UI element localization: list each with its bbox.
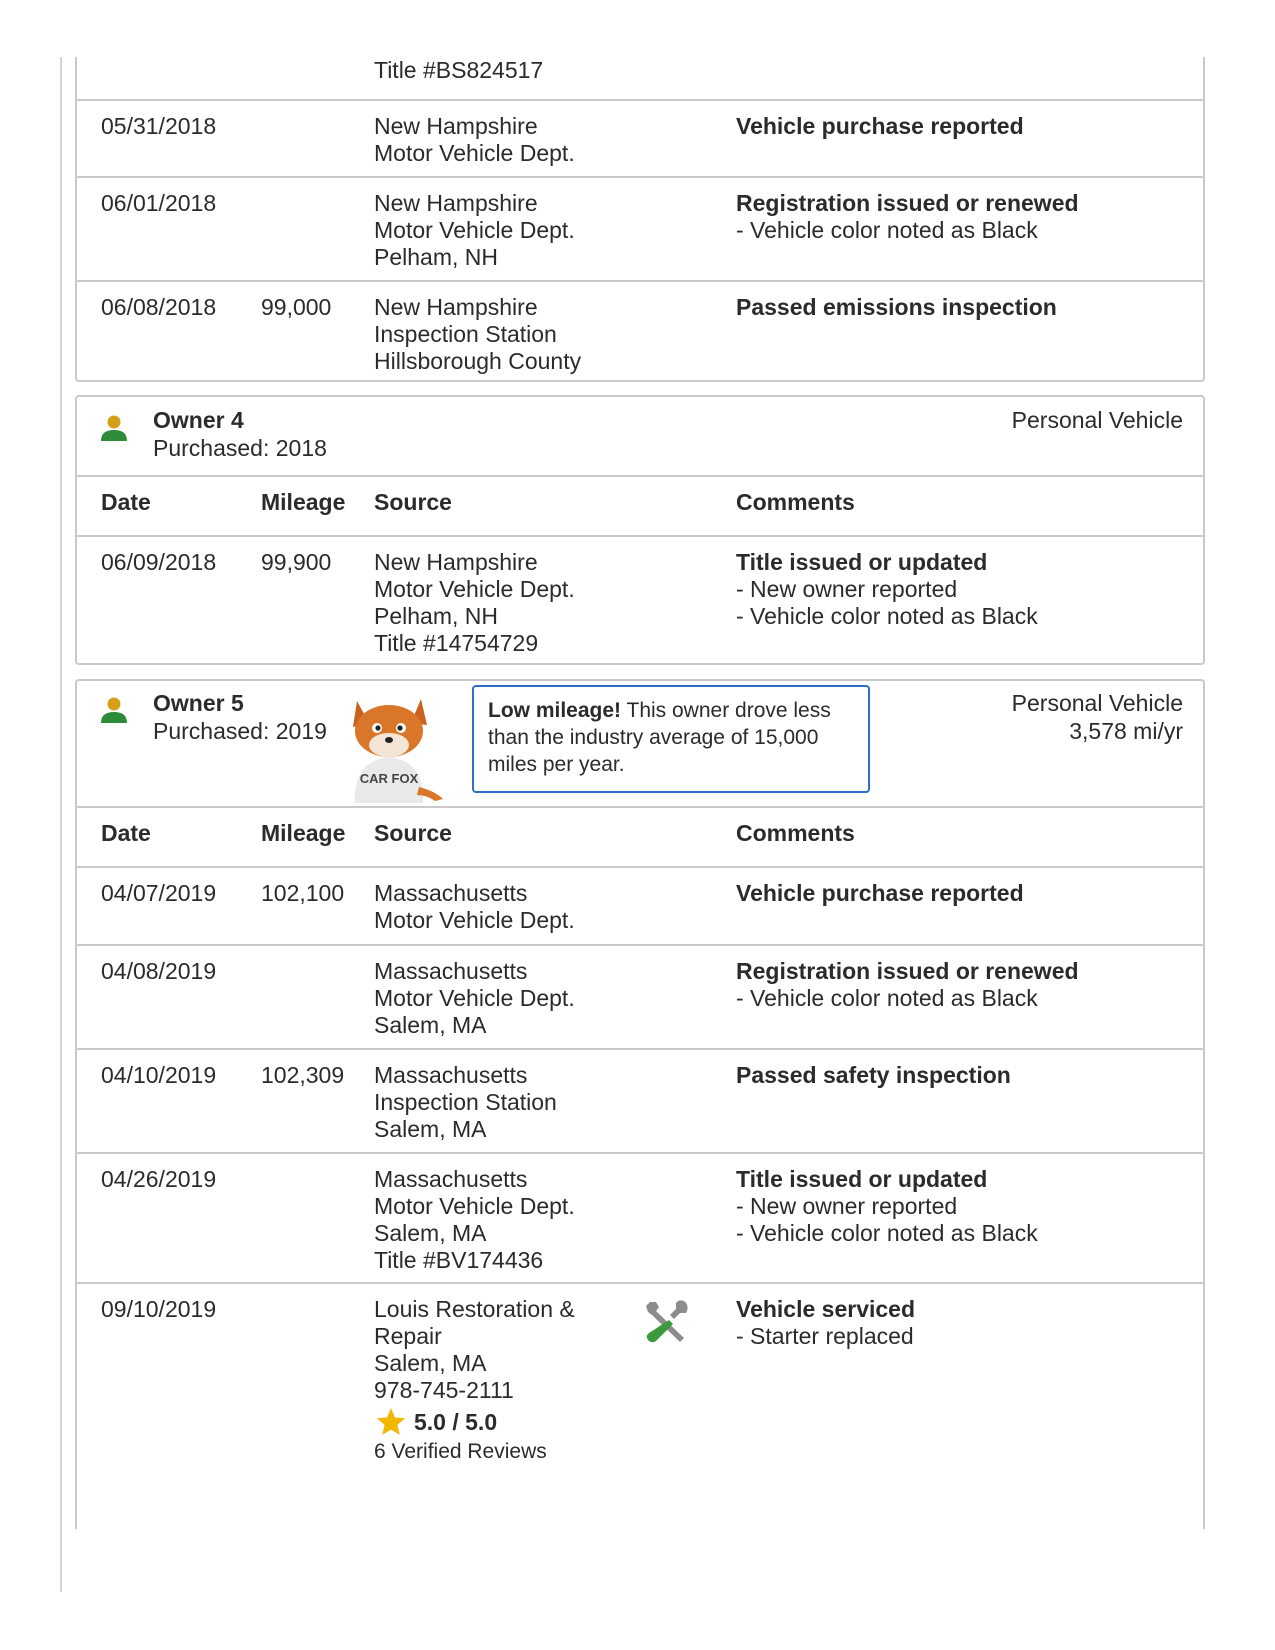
column-header-source: Source bbox=[374, 820, 452, 846]
date-cell: 06/08/2018 bbox=[101, 294, 217, 320]
comment-cell bbox=[736, 1062, 1011, 1089]
table-header-row bbox=[77, 806, 1203, 866]
source-line: Salem, MA bbox=[374, 1012, 487, 1038]
low-mileage-callout bbox=[472, 685, 870, 793]
owner4-section bbox=[75, 395, 1205, 665]
owner3-history-table bbox=[75, 57, 1205, 382]
comment-cell bbox=[736, 958, 1079, 1012]
comment-line: - Vehicle color noted as Black bbox=[736, 1220, 1038, 1246]
table-row bbox=[77, 866, 1203, 944]
owner-purchased: Purchased: 2019 bbox=[153, 718, 327, 744]
source-line: Hillsborough County bbox=[374, 348, 582, 374]
comment-cell bbox=[736, 294, 1057, 321]
mascot-shirt-text: CAR FOX bbox=[359, 771, 419, 786]
source-line: Salem, MA bbox=[374, 1116, 487, 1142]
source-cell bbox=[374, 57, 543, 84]
comment-cell bbox=[736, 1166, 1038, 1247]
source-cell bbox=[374, 958, 575, 1039]
comment-title: Passed safety inspection bbox=[736, 1062, 1011, 1088]
source-line: Title #BV174436 bbox=[374, 1247, 544, 1273]
comment-title: Title issued or updated bbox=[736, 1166, 988, 1192]
owner-vehicle-type bbox=[1012, 689, 1183, 745]
source-line: Motor Vehicle Dept. bbox=[374, 907, 575, 933]
source-line: Motor Vehicle Dept. bbox=[374, 140, 575, 166]
source-line: Massachusetts bbox=[374, 958, 528, 984]
owner-name: Owner 5 bbox=[153, 690, 244, 716]
source-line: Pelham, NH bbox=[374, 603, 498, 629]
date-cell: 04/26/2019 bbox=[101, 1166, 217, 1192]
owner-header bbox=[77, 397, 1203, 475]
callout-text: This owner drove less than the industry average of 15,000 miles per year. bbox=[488, 699, 831, 776]
source-cell bbox=[374, 113, 575, 167]
person-icon bbox=[99, 695, 129, 725]
comment-title: Vehicle serviced bbox=[736, 1296, 916, 1322]
source-line: New Hampshire bbox=[374, 294, 538, 320]
comment-line: - Vehicle color noted as Black bbox=[736, 985, 1038, 1011]
verified-reviews-link[interactable]: 6 Verified Reviews bbox=[374, 1440, 547, 1463]
source-line: Motor Vehicle Dept. bbox=[374, 985, 575, 1011]
comment-title: Registration issued or renewed bbox=[736, 958, 1079, 984]
source-cell bbox=[374, 880, 575, 934]
date-cell: 09/10/2019 bbox=[101, 1296, 217, 1322]
column-header-source: Source bbox=[374, 489, 452, 515]
owner-mileage-per-year: 3,578 mi/yr bbox=[1069, 718, 1183, 744]
table-header-row bbox=[77, 475, 1203, 535]
source-line: New Hampshire bbox=[374, 549, 538, 575]
comment-cell bbox=[736, 190, 1079, 244]
table-row bbox=[77, 1152, 1203, 1282]
source-line: Massachusetts bbox=[374, 1062, 528, 1088]
comment-title: Title issued or updated bbox=[736, 549, 988, 575]
mileage-cell: 99,000 bbox=[261, 294, 332, 320]
source-cell bbox=[374, 294, 581, 375]
column-header-date: Date bbox=[101, 820, 151, 846]
source-line: Title #14754729 bbox=[374, 630, 539, 656]
source-cell bbox=[374, 1296, 575, 1465]
source-line: Salem, MA bbox=[374, 1220, 487, 1246]
date-cell: 05/31/2018 bbox=[101, 113, 217, 139]
owner-purchased: Purchased: 2018 bbox=[153, 435, 327, 461]
owner-name: Owner 4 bbox=[153, 407, 244, 433]
source-cell bbox=[374, 1166, 575, 1274]
source-cell bbox=[374, 190, 575, 271]
callout-heading: Low mileage! bbox=[488, 699, 622, 722]
table-row-service bbox=[77, 1282, 1203, 1472]
shop-name-line: Repair bbox=[374, 1323, 442, 1349]
shop-rating bbox=[374, 1406, 575, 1438]
table-row bbox=[77, 944, 1203, 1048]
table-row bbox=[77, 535, 1203, 663]
owner-header bbox=[77, 681, 1203, 806]
source-line: Pelham, NH bbox=[374, 244, 498, 270]
column-header-date: Date bbox=[101, 489, 151, 515]
comment-cell bbox=[736, 113, 1024, 140]
shop-location: Salem, MA bbox=[374, 1350, 487, 1376]
date-cell: 04/07/2019 bbox=[101, 880, 217, 906]
comment-cell bbox=[736, 549, 1038, 630]
comment-line: - New owner reported bbox=[736, 576, 958, 602]
service-tools-icon bbox=[644, 1298, 690, 1344]
table-row bbox=[77, 280, 1203, 380]
owner-vehicle-type: Personal Vehicle bbox=[1011, 407, 1183, 433]
mileage-cell: 102,100 bbox=[261, 880, 345, 906]
source-line: Inspection Station bbox=[374, 1089, 557, 1115]
date-cell: 06/01/2018 bbox=[101, 190, 217, 216]
mileage-cell: 99,900 bbox=[261, 549, 332, 575]
mileage-cell: 102,309 bbox=[261, 1062, 345, 1088]
rating-value: 5.0 / 5.0 bbox=[414, 1408, 498, 1435]
date-cell: 06/09/2018 bbox=[101, 549, 217, 575]
table-row bbox=[77, 57, 1203, 99]
table-row bbox=[77, 1048, 1203, 1152]
comment-cell bbox=[736, 1296, 915, 1350]
source-line: Motor Vehicle Dept. bbox=[374, 576, 575, 602]
shop-phone[interactable]: 978-745-2111 bbox=[374, 1377, 514, 1403]
comment-title: Vehicle purchase reported bbox=[736, 880, 1024, 906]
person-icon bbox=[99, 413, 129, 443]
source-line: Massachusetts bbox=[374, 1166, 528, 1192]
source-line: Motor Vehicle Dept. bbox=[374, 1193, 575, 1219]
source-line: Inspection Station bbox=[374, 321, 557, 347]
source-cell bbox=[374, 549, 575, 657]
date-cell: 04/10/2019 bbox=[101, 1062, 217, 1088]
table-row bbox=[77, 99, 1203, 176]
column-header-mileage: Mileage bbox=[261, 489, 346, 515]
column-header-comments: Comments bbox=[736, 489, 855, 515]
owner-vehicle-type-label: Personal Vehicle bbox=[1011, 690, 1183, 716]
comment-title: Registration issued or renewed bbox=[736, 190, 1079, 216]
source-line: Title #BS824517 bbox=[374, 57, 544, 83]
date-cell: 04/08/2019 bbox=[101, 958, 217, 984]
comment-cell bbox=[736, 880, 1024, 907]
star-icon bbox=[374, 1406, 408, 1438]
comment-title: Vehicle purchase reported bbox=[736, 113, 1024, 139]
column-header-mileage: Mileage bbox=[261, 820, 346, 846]
source-cell bbox=[374, 1062, 557, 1143]
owner5-section bbox=[75, 679, 1205, 1529]
comment-line: - New owner reported bbox=[736, 1193, 958, 1219]
page-margin-rule bbox=[60, 57, 62, 1592]
carfox-mascot-image bbox=[339, 691, 444, 803]
shop-name-line: Louis Restoration & bbox=[374, 1296, 575, 1322]
source-line: Motor Vehicle Dept. bbox=[374, 217, 575, 243]
comment-line: - Vehicle color noted as Black bbox=[736, 217, 1038, 243]
source-line: New Hampshire bbox=[374, 113, 538, 139]
comment-title: Passed emissions inspection bbox=[736, 294, 1057, 320]
source-line: Massachusetts bbox=[374, 880, 528, 906]
table-row bbox=[77, 176, 1203, 280]
source-line: New Hampshire bbox=[374, 190, 538, 216]
comment-line: - Starter replaced bbox=[736, 1323, 914, 1349]
comment-line: - Vehicle color noted as Black bbox=[736, 603, 1038, 629]
column-header-comments: Comments bbox=[736, 820, 855, 846]
